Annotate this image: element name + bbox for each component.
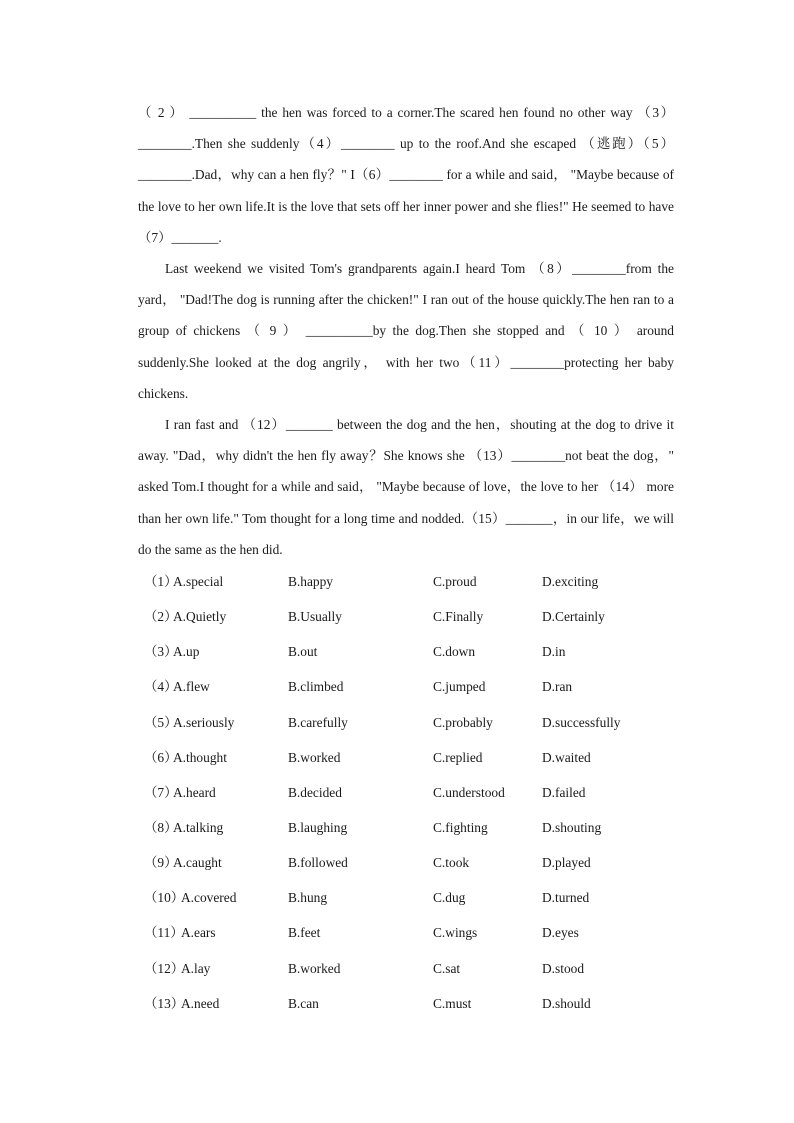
option-row-8 (144, 814, 704, 849)
option-b: B.feet (288, 925, 321, 941)
option-a: A.caught (173, 855, 222, 871)
option-d: D.waited (542, 749, 591, 765)
option-a: A.talking (173, 819, 224, 835)
option-b: B.can (288, 995, 319, 1011)
option-d: D.stood (542, 960, 585, 976)
option-d: D.shouting (542, 819, 602, 835)
option-b: B.laughing (288, 819, 348, 835)
option-a: A.special (173, 574, 224, 589)
question-number: （13） (144, 995, 185, 1011)
option-row-12 (144, 955, 704, 990)
option-row-1 (144, 568, 704, 603)
option-b: B.happy (288, 574, 334, 589)
passage-paragraph-2: Last weekend we visited Tom's grandparents again.I heard Tom （8）________from the yard， "Dad!The dog is running after the chicken!" I ran out of the house quickly.The hen ran to a group of chickens （ 9 ） __________by the dog.Then she stopped and （ 10 ） around suddenly.She looked at the dog angrily， with her two（11）________protecting her baby chickens. (138, 261, 674, 401)
option-row-13 (144, 990, 704, 1025)
option-c: C.Finally (433, 609, 484, 625)
option-c: C.must (433, 995, 472, 1011)
option-a: A.lay (181, 960, 211, 976)
option-a: A.flew (173, 679, 210, 695)
option-a: A.up (173, 644, 200, 660)
question-number: （7） (144, 784, 178, 800)
option-b: B.carefully (288, 714, 348, 730)
option-c: C.wings (433, 925, 478, 941)
option-c: C.probably (433, 714, 493, 730)
option-b: B.climbed (288, 679, 344, 695)
question-number: （9） (144, 855, 178, 871)
option-b: B.Usually (288, 609, 342, 625)
option-d: D.Certainly (542, 609, 605, 625)
option-row-10 (144, 884, 704, 919)
option-b: B.worked (288, 749, 341, 765)
question-number: （2） (144, 609, 178, 625)
option-a: A.Quietly (173, 609, 227, 625)
option-d: D.turned (542, 890, 590, 906)
option-b: B.decided (288, 784, 342, 800)
passage-paragraph-3: I ran fast and （12）_______ between the dog and the hen，shouting at the dog to drive it away. "Dad，why didn't the hen fly away？She knows she （13）________not beat the dog，" asked Tom.I thought for a while and said， "Maybe because of love，the love to her （14） more than her own life." Tom thought for a long time and nodded.（15）_______，in our life，we will do the same as the hen did. (138, 417, 674, 557)
question-number: （10） (144, 890, 185, 906)
option-c: C.down (433, 644, 476, 660)
option-c: C.jumped (433, 679, 486, 695)
option-d: D.exciting (542, 574, 599, 589)
option-c: C.dug (433, 890, 466, 906)
answer-options-list (144, 568, 704, 1025)
option-c: C.fighting (433, 819, 488, 835)
option-a: A.covered (181, 890, 237, 906)
option-b: B.out (288, 644, 318, 660)
option-row-3 (144, 638, 704, 673)
option-d: D.ran (542, 679, 573, 695)
question-number: （1） (144, 574, 178, 589)
option-a: A.ears (181, 925, 216, 941)
option-c: C.proud (433, 574, 477, 589)
option-row-6 (144, 744, 704, 779)
option-row-9 (144, 849, 704, 884)
passage-paragraph-1: （ 2 ） __________ the hen was forced to a corner.The scared hen found no other way （3）________.Then she suddenly（4）________ up to the roof.And she escaped （逃跑）（5）________.Dad，why can a hen fly？" I（6）________ for a while and said， "Maybe because of the love to her own life.It is the love that sets off her inner power and she flies!" He seemed to have（7）_______. (138, 105, 674, 245)
option-b: B.followed (288, 855, 348, 871)
option-a: A.seriously (173, 714, 235, 730)
question-number: （3） (144, 644, 178, 660)
option-c: C.replied (433, 749, 483, 765)
option-d: D.played (542, 855, 591, 871)
question-number: （4） (144, 679, 178, 695)
option-row-4 (144, 673, 704, 708)
option-c: C.understood (433, 784, 505, 800)
option-a: A.heard (173, 784, 216, 800)
option-d: D.successfully (542, 714, 621, 730)
option-row-7 (144, 779, 704, 814)
option-d: D.eyes (542, 925, 579, 941)
option-a: A.need (181, 995, 220, 1011)
question-number: （8） (144, 819, 178, 835)
question-number: （6） (144, 749, 178, 765)
option-c: C.sat (433, 960, 461, 976)
question-number: （5） (144, 714, 178, 730)
option-row-2 (144, 603, 704, 638)
option-b: B.hung (288, 890, 328, 906)
option-b: B.worked (288, 960, 341, 976)
question-number: （12） (144, 960, 185, 976)
option-d: D.in (542, 644, 566, 660)
cloze-passage (138, 97, 674, 565)
option-row-5 (144, 709, 704, 744)
option-d: D.failed (542, 784, 586, 800)
option-a: A.thought (173, 749, 227, 765)
option-d: D.should (542, 995, 591, 1011)
question-number: （11） (144, 925, 184, 941)
option-row-11 (144, 919, 704, 954)
option-c: C.took (433, 855, 470, 871)
